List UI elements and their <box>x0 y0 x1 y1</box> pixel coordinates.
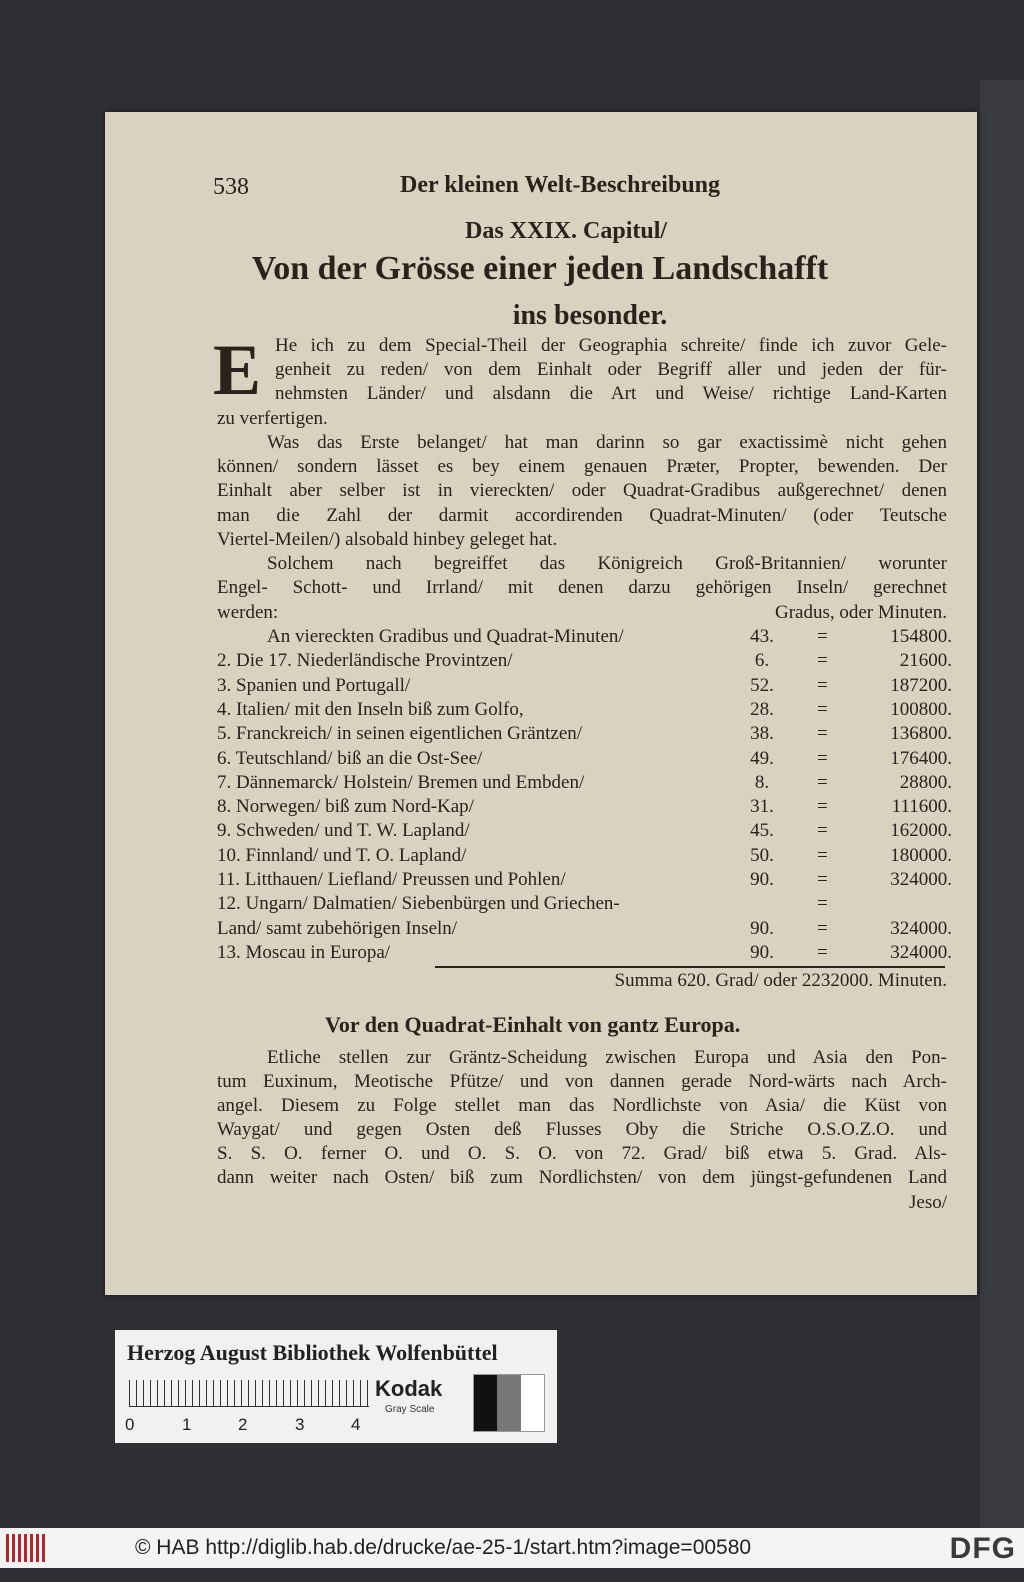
ruler-number: 2 <box>238 1415 248 1434</box>
gradus-value: 6. <box>754 650 770 672</box>
ruler-scale <box>129 1380 369 1407</box>
minuten-value: 21600. <box>899 650 952 672</box>
separator-mark: = <box>817 650 828 672</box>
separator-mark: = <box>817 796 828 818</box>
table-row <box>217 892 952 916</box>
table-row <box>217 844 952 868</box>
text-line: dann weiter nach Osten/ biß zum Nordlichsten/ von dem jüngst-gefundenen Land <box>217 1167 947 1188</box>
gray-patches <box>473 1374 545 1432</box>
table-row <box>217 747 952 771</box>
gradus-value: 90. <box>750 917 774 939</box>
table-row <box>217 771 952 795</box>
separator-mark: = <box>817 723 828 745</box>
ruler-number: 0 <box>125 1415 135 1434</box>
separator-mark: = <box>817 674 828 696</box>
region-name: An viereckten Gradibus und Quadrat-Minuten/ <box>267 626 624 647</box>
table-header: Gradus, oder Minuten. <box>774 602 947 623</box>
page-number: 538 <box>213 174 249 200</box>
separator-mark: = <box>817 893 828 915</box>
gradus-value: 43. <box>750 626 774 647</box>
region-name: 12. Ungarn/ Dalmatien/ Siebenbürgen und Griechen- <box>217 893 620 915</box>
region-name: 2. Die 17. Niederländische Provintzen/ <box>217 650 513 672</box>
ruler-number: 4 <box>351 1415 361 1434</box>
gradus-value: 50. <box>750 844 774 866</box>
table-row <box>217 674 952 698</box>
gradus-value: 90. <box>750 869 774 890</box>
region-name: 5. Franckreich/ in seinen eigentlichen Gräntzen/ <box>217 723 583 745</box>
minuten-value: 324000. <box>890 917 952 939</box>
region-name: 10. Finnland/ und T. O. Lapland/ <box>217 844 467 866</box>
chapter-title: Von der Grösse einer jeden Landschafft <box>251 250 829 287</box>
table-row <box>217 941 952 965</box>
text-line: werden: <box>217 602 279 623</box>
minuten-value: 187200. <box>890 674 952 696</box>
minuten-value: 324000. <box>890 941 952 963</box>
gradus-value: 52. <box>750 674 774 696</box>
copyright-url: © HAB http://diglib.hab.de/drucke/ae-25-1/start.htm?image=00580 <box>135 1536 752 1559</box>
region-name: 4. Italien/ mit den Inseln biß zum Golfo, <box>217 698 524 720</box>
dfg-logo: DFG <box>949 1532 1016 1565</box>
minuten-value: 154800. <box>890 626 952 647</box>
gradus-value: 31. <box>750 796 774 818</box>
region-name: 8. Norwegen/ biß zum Nord-Kap/ <box>217 796 474 818</box>
gradus-value: 90. <box>750 941 774 963</box>
region-name: 9. Schweden/ und T. W. Lapland/ <box>217 820 470 842</box>
gradus-value: 28. <box>750 698 774 720</box>
table-sum: Summa 620. Grad/ oder 2232000. Minuten. <box>614 970 947 991</box>
region-name: 13. Moscau in Europa/ <box>217 941 391 963</box>
table-row <box>217 649 952 673</box>
gradus-value: 38. <box>750 723 774 745</box>
separator-mark: = <box>817 771 828 793</box>
gray-scale-label: Gray Scale <box>385 1404 435 1415</box>
text-line: Viertel-Meilen/) alsobald hinbey geleget hat. <box>217 529 558 550</box>
book-page <box>105 112 977 1295</box>
table-row <box>217 868 952 892</box>
scanner-edge <box>980 80 1024 1530</box>
minuten-value: 100800. <box>890 698 952 720</box>
running-head: Der kleinen Welt-Beschreibung <box>400 172 721 198</box>
minuten-value: 111600. <box>891 796 952 818</box>
text-line: Waygat/ und gegen Osten deß Flusses Oby die Striche O.S.O.Z.O. und <box>217 1119 947 1140</box>
color-calibration-card <box>115 1330 557 1443</box>
separator-mark: = <box>817 941 828 963</box>
text-line: S. S. O. ferner O. und O. S. O. von 72. Grad/ biß etwa 5. Grad. Als- <box>217 1143 947 1164</box>
gradus-value: 8. <box>754 771 770 793</box>
chapter-heading: Das XXIX. Capitul/ <box>465 218 668 244</box>
drop-capital: E <box>213 330 262 410</box>
text-line: zu verfertigen. <box>217 408 328 429</box>
text-line: Solchem nach begreiffet das Königreich Groß-Britannien/ worunter <box>267 553 947 574</box>
text-line: He ich zu dem Special-Theil der Geographia schreite/ finde ich zuvor Gele- <box>275 335 947 356</box>
table-row <box>217 625 952 649</box>
minuten-value: 324000. <box>890 869 952 890</box>
text-line: Einhalt aber selber ist in viereckten/ oder Quadrat-Gradibus außgerechnet/ denen <box>217 480 947 501</box>
text-line: genheit zu reden/ von dem Einhalt oder Begriff aller und jeden der für- <box>275 359 947 380</box>
ruler-number: 1 <box>182 1415 192 1434</box>
text-line: angel. Diesem zu Folge stellet man das Nordlichste von Asia/ die Küst von <box>217 1095 947 1116</box>
text-line: können/ sondern lässet es bey einem genauen Præter, Propter, bewenden. Der <box>217 456 947 477</box>
table-row <box>217 819 952 843</box>
text-line: nehmsten Länder/ und alsdann die Art und Weise/ richtige Land-Karten <box>275 383 947 404</box>
text-line: tum Euxinum, Meotische Pfütze/ und von dannen gerade Nord-wärts nach Arch- <box>217 1071 947 1092</box>
chapter-subtitle: ins besonder. <box>512 300 668 331</box>
region-name: 3. Spanien und Portugall/ <box>217 674 411 696</box>
library-label: Herzog August Bibliothek Wolfenbüttel <box>127 1340 498 1365</box>
table-row <box>217 917 952 941</box>
separator-mark: = <box>817 698 828 720</box>
text-line: Was das Erste belanget/ hat man darinn so gar exactissimè nicht gehen <box>267 432 947 453</box>
table-row <box>217 698 952 722</box>
separator-mark: = <box>817 747 828 769</box>
text-line: man die Zahl der darmit accordirenden Quadrat-Minuten/ (oder Teutsche <box>217 505 947 526</box>
separator-mark: = <box>817 820 828 842</box>
gradus-value: 45. <box>750 820 774 842</box>
sum-rule <box>435 966 945 968</box>
minuten-value: 180000. <box>890 844 952 866</box>
region-name: Land/ samt zubehörigen Inseln/ <box>217 917 458 939</box>
separator-mark: = <box>817 917 828 939</box>
separator-mark: = <box>817 844 828 866</box>
text-line: Engel- Schott- und Irrland/ mit denen darzu gehörigen Inseln/ gerechnet <box>217 577 947 598</box>
separator-mark: = <box>817 626 828 647</box>
kodak-logo: Kodak <box>375 1376 443 1401</box>
gradus-value: 49. <box>750 747 774 769</box>
table-row <box>217 722 952 746</box>
minuten-value: 176400. <box>890 747 952 769</box>
hab-logo-icon <box>6 1534 46 1562</box>
region-name: 6. Teutschland/ biß an die Ost-See/ <box>217 747 483 769</box>
minuten-value: 136800. <box>890 723 952 745</box>
ruler-number: 3 <box>295 1415 305 1434</box>
minuten-value: 28800. <box>899 771 952 793</box>
section-heading: Vor den Quadrat-Einhalt von gantz Europa. <box>325 1012 741 1037</box>
table-row <box>217 795 952 819</box>
minuten-value: 162000. <box>890 820 952 842</box>
footer-bar <box>0 1528 1024 1568</box>
separator-mark: = <box>817 869 828 890</box>
text-line: Etliche stellen zur Gräntz-Scheidung zwischen Europa und Asia den Pon- <box>267 1047 947 1068</box>
region-name: 7. Dännemarck/ Holstein/ Bremen und Embden/ <box>217 771 585 793</box>
region-name: 11. Litthauen/ Liefland/ Preussen und Pohlen/ <box>217 869 566 890</box>
catchword: Jeso/ <box>909 1192 947 1213</box>
